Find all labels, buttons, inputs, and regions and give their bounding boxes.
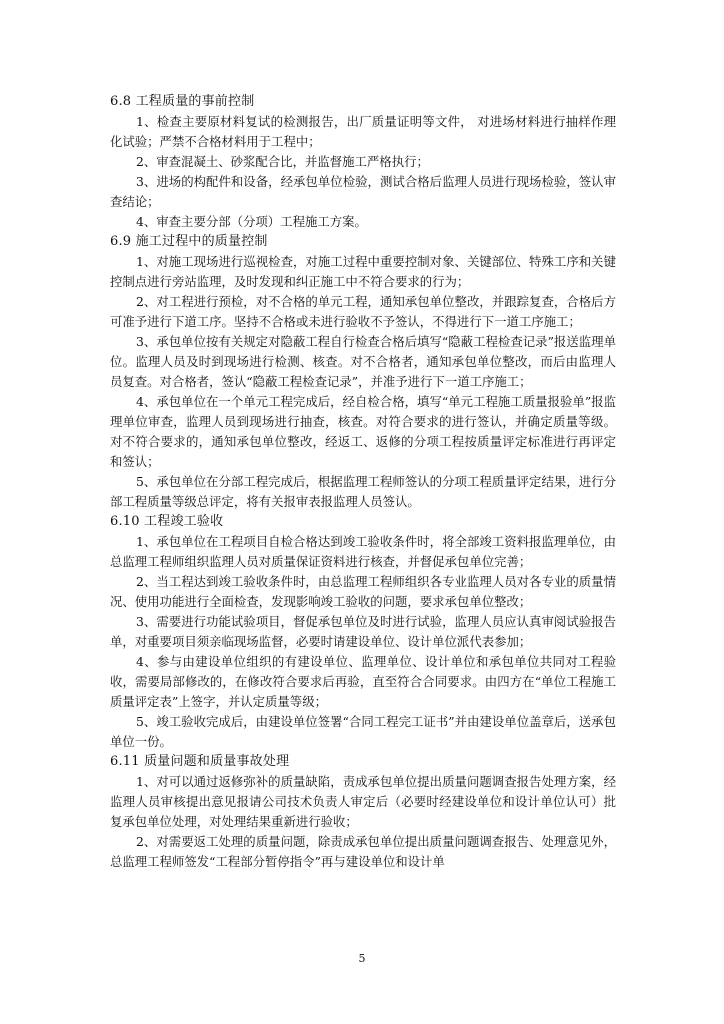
section-heading: 6.11 质量问题和质量事故处理 <box>110 754 290 769</box>
paragraph: 2、当工程达到竣工验收条件时，由总监理工程师组织各专业监理人员对各专业的质量情况、使用功能进行全面检查，发现影响竣工验收的问题，要求承包单位整改； <box>110 574 616 609</box>
section-heading: 6.8 工程质量的事前控制 <box>110 94 255 109</box>
paragraph: 2、对需要返工处理的质量问题，除责成承包单位提出质量问题调查报告、处理意见外，总监理工程师签发“工程部分暂停指令”再与建设单位和设计单 <box>110 834 616 869</box>
paragraph: 1、对可以通过返修弥补的质量缺陷，责成承包单位提出质量问题调查报告处理方案，经监理人员审核提出意见报请公司技术负责人审定后（必要时经建设单位和设计单位认可）批复承包单位处理，对处理结果重新进行验收； <box>110 774 616 829</box>
paragraph: 4、审查主要分部（分项）工程施工方案。 <box>136 214 367 229</box>
paragraph: 4、参与由建设单位组织的有建设单位、监理单位、设计单位和承包单位共同对工程验收，需要局部修改的，在修改符合要求后再验，直至符合合同要求。由四方在“单位工程施工质量评定表”上签字，并认定质量等级； <box>110 654 616 709</box>
paragraph: 2、审查混凝土、砂浆配合比，并监督施工严格执行； <box>136 154 429 169</box>
paragraph: 3、进场的构配件和设备，经承包单位检验，测试合格后监理人员进行现场检验，签认审查结论； <box>110 174 616 209</box>
section-heading: 6.9 施工过程中的质量控制 <box>110 234 268 249</box>
page-number: 5 <box>358 952 366 965</box>
section-heading: 6.10 工程竣工验收 <box>110 514 224 529</box>
paragraph: 1、承包单位在工程项目自检合格达到竣工验收条件时，将全部竣工资料报监理单位，由总监理工程师组织监理人员对质量保证资料进行核查，并督促承包单位完善； <box>110 534 616 569</box>
paragraph: 4、承包单位在一个单元工程完成后，经自检合格，填写“单元工程施工质量报验单”报监理单位审查，监理人员到现场进行抽查，核查。对符合要求的进行签认，并确定质量等级。对不符合要求的，通知承包单位整改，经返工、返修的分项工程按质量评定标准进行再评定和签认； <box>110 394 616 469</box>
paragraph: 5、竣工验收完成后，由建设单位签署“合同工程完工证书”并由建设单位盖章后，送承包单位一份。 <box>110 714 616 749</box>
document-body <box>110 92 616 872</box>
paragraph: 5、承包单位在分部工程完成后，根据监理工程师签认的分项工程质量评定结果，进行分部工程质量等级总评定，将有关报审表报监理人员签认。 <box>110 474 616 509</box>
paragraph: 3、承包单位按有关规定对隐蔽工程自行检查合格后填写“隐蔽工程检查记录”报送监理单位。监理人员及时到现场进行检测、核查。对不合格者，通知承包单位整改，而后由监理人员复查。对合格者，签认“隐蔽工程检查记录”，并准予进行下一道工序施工； <box>110 334 616 389</box>
paragraph: 2、对工程进行预检，对不合格的单元工程，通知承包单位整改，并跟踪复查，合格后方可准予进行下道工序。坚持不合格或未进行验收不予签认，不得进行下一道工序施工； <box>110 294 616 329</box>
paragraph: 1、对施工现场进行巡视检查，对施工过程中重要控制对象、关键部位、特殊工序和关键控制点进行旁站监理，及时发现和纠正施工中不符合要求的行为； <box>110 254 616 289</box>
paragraph: 3、需要进行功能试验项目，督促承包单位及时进行试验，监理人员应认真审阅试验报告单，对重要项目须亲临现场监督，必要时请建设单位、设计单位派代表参加； <box>110 614 616 649</box>
paragraph: 1、检查主要原材料复试的检测报告，出厂质量证明等文件， 对进场材料进行抽样作理化试验；严禁不合格材料用于工程中； <box>110 114 616 149</box>
